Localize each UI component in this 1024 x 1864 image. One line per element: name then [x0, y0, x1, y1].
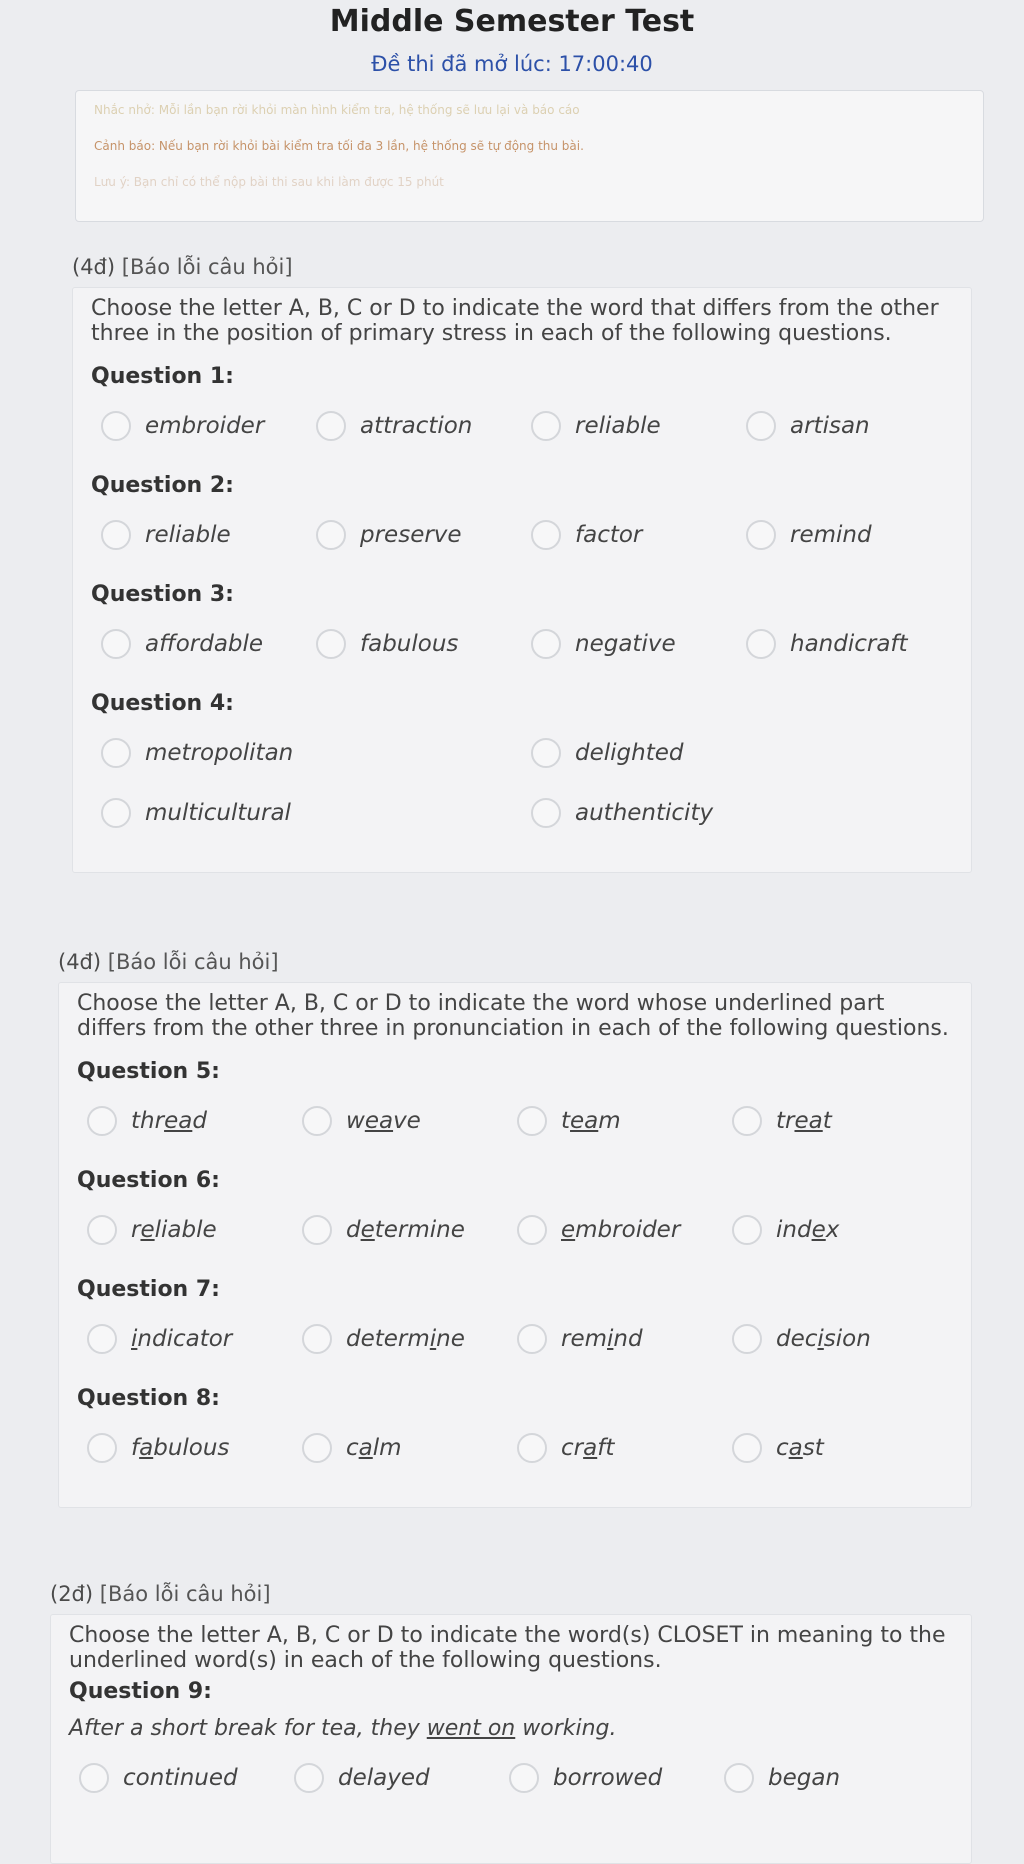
option-b[interactable] [316, 629, 458, 659]
radio-button[interactable] [732, 1215, 762, 1245]
option-label: metropolitan [145, 740, 294, 766]
radio-button[interactable] [294, 1763, 324, 1793]
option-label: remind [790, 522, 872, 548]
option-label: artisan [790, 413, 870, 439]
option-label: remind [561, 1326, 643, 1352]
option-a[interactable] [79, 1763, 238, 1793]
option-a[interactable] [87, 1433, 229, 1463]
radio-button[interactable] [746, 629, 776, 659]
option-c[interactable] [517, 1215, 680, 1245]
radio-button[interactable] [87, 1324, 117, 1354]
section-instruction: Choose the letter A, B, C or D to indicate the word that differs from the other three in the position of primary stress in each of the following questions. [91, 296, 939, 346]
notice-note: Lưu ý: Bạn chỉ có thể nộp bài thi sau khi làm được 15 phút [94, 175, 444, 189]
option-label: determine [346, 1326, 465, 1352]
page-title: Middle Semester Test [329, 4, 695, 39]
option-d[interactable] [732, 1215, 839, 1245]
section-header [58, 950, 972, 974]
radio-button[interactable] [531, 738, 561, 768]
section-stress [0, 255, 1024, 873]
radio-button[interactable] [101, 411, 131, 441]
radio-button[interactable] [87, 1215, 117, 1245]
option-label: reliable [145, 522, 231, 548]
option-b[interactable] [302, 1215, 465, 1245]
radio-button[interactable] [316, 411, 346, 441]
section-points: (4đ) [72, 255, 116, 279]
option-b[interactable] [531, 738, 683, 768]
option-label: fabulous [360, 631, 459, 657]
option-label: embroider [145, 413, 265, 439]
option-c[interactable] [531, 629, 676, 659]
radio-button[interactable] [746, 520, 776, 550]
option-label: calm [346, 1435, 402, 1461]
option-label: attraction [360, 413, 473, 439]
option-label: weave [346, 1108, 421, 1134]
radio-button[interactable] [316, 629, 346, 659]
radio-button[interactable] [87, 1106, 117, 1136]
option-label: treat [776, 1108, 832, 1134]
notice-box [75, 90, 984, 222]
question-options [91, 520, 953, 574]
option-label: preserve [360, 522, 462, 548]
radio-button[interactable] [746, 411, 776, 441]
question-label: Question 9: [69, 1679, 212, 1704]
option-label: negative [575, 631, 676, 657]
report-error-link[interactable]: [Báo lỗi câu hỏi] [107, 950, 279, 974]
question-label: Question 8: [77, 1386, 220, 1411]
question-options [91, 629, 953, 683]
option-a[interactable] [87, 1106, 207, 1136]
option-c[interactable] [517, 1106, 621, 1136]
option-a[interactable] [101, 411, 264, 441]
option-b[interactable] [294, 1763, 430, 1793]
radio-button[interactable] [101, 738, 131, 768]
option-label: borrowed [553, 1765, 663, 1791]
question-label: Question 1: [91, 364, 234, 389]
option-label: determine [346, 1217, 465, 1243]
notice-reminder: Nhắc nhở: Mỗi lần bạn rời khỏi màn hình kiểm tra, hệ thống sẽ lưu lại và báo cáo [94, 103, 580, 117]
radio-button[interactable] [101, 798, 131, 828]
radio-button[interactable] [302, 1106, 332, 1136]
option-label: delighted [575, 740, 684, 766]
option-a[interactable] [87, 1324, 232, 1354]
option-d[interactable] [732, 1324, 871, 1354]
option-label: craft [561, 1435, 615, 1461]
radio-button[interactable] [101, 629, 131, 659]
radio-button[interactable] [531, 629, 561, 659]
option-b[interactable] [302, 1324, 465, 1354]
section-points: (4đ) [58, 950, 102, 974]
question-options [77, 1433, 953, 1487]
question-sentence: After a short break for tea, they went on working. [69, 1716, 617, 1741]
option-a[interactable] [101, 629, 263, 659]
option-a[interactable] [87, 1215, 217, 1245]
question-label: Question 3: [91, 582, 234, 607]
option-c[interactable] [101, 798, 291, 828]
question-label: Question 5: [77, 1059, 220, 1084]
option-label: fabulous [131, 1435, 230, 1461]
option-c[interactable] [531, 520, 642, 550]
radio-button[interactable] [316, 520, 346, 550]
radio-button[interactable] [732, 1433, 762, 1463]
question-group [72, 287, 972, 873]
question-options [69, 1763, 953, 1817]
radio-button[interactable] [517, 1433, 547, 1463]
option-c[interactable] [531, 411, 661, 441]
option-b[interactable] [316, 411, 472, 441]
option-c[interactable] [509, 1763, 662, 1793]
option-c[interactable] [517, 1433, 614, 1463]
section-header [72, 255, 972, 279]
option-a[interactable] [101, 520, 231, 550]
question-options [77, 1215, 953, 1269]
option-b[interactable] [316, 520, 462, 550]
radio-button[interactable] [732, 1106, 762, 1136]
radio-button[interactable] [302, 1433, 332, 1463]
option-label: factor [575, 522, 643, 548]
option-label: thread [131, 1108, 207, 1134]
radio-button[interactable] [79, 1763, 109, 1793]
radio-button[interactable] [517, 1215, 547, 1245]
section-points: (2đ) [50, 1582, 94, 1606]
option-label: indicator [131, 1326, 233, 1352]
option-label: handicraft [790, 631, 908, 657]
option-label: index [776, 1217, 840, 1243]
section-synonym [0, 1582, 1024, 1864]
radio-button[interactable] [101, 520, 131, 550]
option-d[interactable] [732, 1106, 832, 1136]
section-instruction: Choose the letter A, B, C or D to indicate the word whose underlined part differs from the other three in pronunciation in each of the following questions. [77, 991, 949, 1041]
question-group [50, 1614, 972, 1864]
option-d[interactable] [746, 411, 870, 441]
radio-button[interactable] [531, 520, 561, 550]
radio-button[interactable] [531, 798, 561, 828]
question-options [91, 411, 953, 465]
option-d[interactable] [732, 1433, 824, 1463]
option-label: multicultural [145, 800, 291, 826]
option-c[interactable] [517, 1324, 643, 1354]
option-d[interactable] [724, 1763, 840, 1793]
radio-button[interactable] [302, 1324, 332, 1354]
section-pronunciation [0, 950, 1024, 1508]
option-label: embroider [561, 1217, 681, 1243]
option-label: continued [123, 1765, 238, 1791]
question-label: Question 6: [77, 1168, 220, 1193]
report-error-link[interactable]: [Báo lỗi câu hỏi] [121, 255, 293, 279]
option-label: decision [776, 1326, 871, 1352]
option-label: team [561, 1108, 621, 1134]
notice-warning: Cảnh báo: Nếu bạn rời khỏi bài kiểm tra tối đa 3 lần, hệ thống sẽ tự động thu bài. [94, 139, 584, 153]
question-label: Question 7: [77, 1277, 220, 1302]
option-label: affordable [145, 631, 264, 657]
radio-button[interactable] [531, 411, 561, 441]
question-group [58, 982, 972, 1508]
option-label: reliable [131, 1217, 217, 1243]
question-options [77, 1324, 953, 1378]
report-error-link[interactable]: [Báo lỗi câu hỏi] [99, 1582, 271, 1606]
option-d[interactable] [531, 798, 713, 828]
option-label: reliable [575, 413, 661, 439]
option-label: authenticity [575, 800, 714, 826]
radio-button[interactable] [732, 1324, 762, 1354]
radio-button[interactable] [509, 1763, 539, 1793]
option-label: began [768, 1765, 841, 1791]
section-header [50, 1582, 972, 1606]
section-instruction: Choose the letter A, B, C or D to indicate the word(s) CLOSET in meaning to the underlined word(s) in each of the following questions. [69, 1623, 946, 1673]
radio-button[interactable] [724, 1763, 754, 1793]
radio-button[interactable] [517, 1324, 547, 1354]
radio-button[interactable] [87, 1433, 117, 1463]
option-d[interactable] [746, 520, 872, 550]
option-a[interactable] [101, 738, 293, 768]
radio-button[interactable] [517, 1106, 547, 1136]
option-label: cast [776, 1435, 824, 1461]
option-d[interactable] [746, 629, 908, 659]
question-options [77, 1106, 953, 1160]
radio-button[interactable] [302, 1215, 332, 1245]
question-label: Question 4: [91, 691, 234, 716]
option-label: delayed [338, 1765, 430, 1791]
option-b[interactable] [302, 1433, 402, 1463]
question-options [91, 798, 953, 852]
question-options [91, 738, 953, 792]
question-label: Question 2: [91, 473, 234, 498]
option-b[interactable] [302, 1106, 421, 1136]
opened-time: Đề thi đã mở lúc: 17:00:40 [371, 52, 653, 76]
